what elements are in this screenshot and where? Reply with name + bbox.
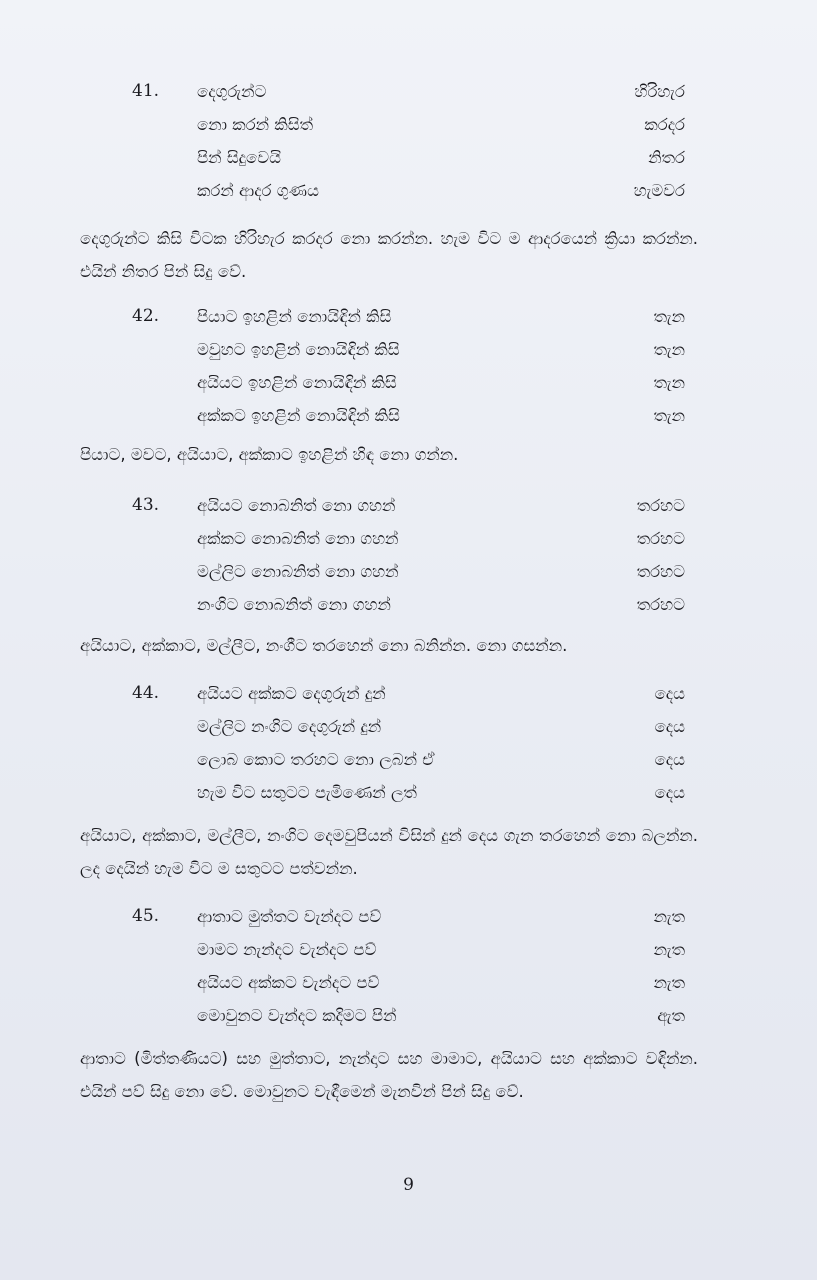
verse-line-text: කරන් ආදර ගුණය [197, 181, 319, 200]
verse-line [0, 555, 817, 588]
verse-line-ending: තැන [653, 307, 685, 326]
verse-line [0, 108, 817, 141]
verse-line-text: නංගිට නොබනිත් නො ගහන් [197, 595, 391, 614]
verse-line-text: හැම විට සතුටට පැමිණෙන් ලත් [197, 783, 417, 802]
verse-line-ending: තරහට [636, 529, 685, 548]
verse-line-ending: තරහට [636, 562, 685, 581]
verse-line-text: දෙගුරුන්ට [197, 82, 267, 101]
verse-number: 44. [132, 683, 160, 703]
verse-45-explanation: ආතාට (මිත්තණියට) සහ මුත්තාට, නැන්දාට සහ මාමාට, අයියාට සහ අක්කාට වඳින්න. එයින් පව් සිදු නො වේ. මොවුනට වැඳීමෙන් මැනවින් පින් සිදු වේ. [80, 1049, 698, 1101]
verse-number: 45. [132, 906, 160, 926]
verse-line-ending: නිතර [648, 148, 685, 167]
page-number: 9 [403, 1175, 414, 1195]
verse-41-explanation: දෙගුරුන්ට කිසි විටක හිරිහැර කරදර නො කරන්න. හැම විට ම ආදරයෙන් ක්‍රියා කරන්න. එයින් නිතර පින් සිදු වේ. [80, 229, 698, 281]
verse-line-text: අයියට අක්කට දෙගුරුන් දුන් [197, 684, 386, 703]
verse-line-ending: දෙය [654, 684, 685, 703]
verse-line-ending: නැත [653, 973, 685, 992]
verse-43-explanation: අයියාට, අක්කාට, මල්ලීට, නංගීට තරහෙන් නො බනින්න. නො ගසන්න. [80, 636, 568, 655]
verse-line-text: අක්කට නොබනිත් නො ගහන් [197, 529, 399, 548]
verse-line-ending: දෙය [654, 750, 685, 769]
verse-line-text: අක්කට ඉහළින් නොයිඳින් කිසි [197, 406, 400, 425]
verse-line [0, 743, 817, 776]
verse-line [0, 333, 817, 366]
verse-44 [0, 677, 817, 809]
verse-line [0, 776, 817, 809]
verse-line-text: පින් සිදුවෙයි [197, 148, 281, 167]
verse-line-ending: තරහට [636, 496, 685, 515]
verse-line [0, 300, 817, 333]
verse-line-ending: තැන [653, 340, 685, 359]
verse-line [0, 366, 817, 399]
verse-line-ending: හැමවර [633, 181, 685, 200]
verse-line [0, 999, 817, 1032]
verse-43 [0, 489, 817, 621]
verse-line [0, 489, 817, 522]
verse-line-ending: හිරිහැර [634, 82, 685, 101]
verse-line-text: පියාට ඉහළින් නොයිඳින් කිසි [197, 307, 392, 326]
verse-line-text: නො කරන් කිසිත් [197, 115, 313, 134]
verse-number: 42. [132, 306, 160, 326]
verse-42-explanation: පියාට, මවට, අයියාට, අක්කාට ඉහළින් හිඳ නො ගන්න. [80, 445, 459, 464]
verse-45 [0, 900, 817, 1032]
verse-line-ending: තැන [653, 373, 685, 392]
verse-line-text: මොවුනට වැන්දට කදිමට පින් [197, 1006, 397, 1025]
verse-line-ending: දෙය [654, 783, 685, 802]
verse-line-text: අයියට නොබනිත් නො ගහන් [197, 496, 396, 515]
verse-line [0, 75, 817, 108]
verse-line [0, 933, 817, 966]
verse-line [0, 900, 817, 933]
verse-line-text: මාමට නැන්දට වැන්දට පව් [197, 940, 377, 959]
verse-line-ending: කරදර [644, 115, 685, 134]
verse-line-ending: නැත [653, 907, 685, 926]
verse-line [0, 710, 817, 743]
verse-line [0, 966, 817, 999]
verse-line [0, 399, 817, 432]
verse-line-ending: තැන [653, 406, 685, 425]
verse-line [0, 174, 817, 207]
verse-line [0, 677, 817, 710]
verse-line-text: ආතාට මුත්තට වැන්දට පව් [197, 907, 382, 926]
verse-line [0, 522, 817, 555]
verse-line-text: මල්ලිට නංගිට දෙගුරුන් දුන් [197, 717, 382, 736]
verse-41 [0, 75, 817, 207]
verse-number: 43. [132, 495, 160, 515]
verse-line-ending: නැත [653, 940, 685, 959]
verse-42 [0, 300, 817, 432]
verse-line-ending: තරහට [636, 595, 685, 614]
verse-line-text: අයියට ඉහළින් නොයිඳින් කිසි [197, 373, 397, 392]
verse-line-text: මවුහට ඉහළින් නොයිඳින් කිසි [197, 340, 400, 359]
verse-line-text: මල්ලිට නොබනිත් නො ගහන් [197, 562, 399, 581]
verse-44-explanation: අයියාට, අක්කාට, මල්ලීට, නංගිට දෙමවුපියන් විසින් දුන් දෙය ගැන තරහෙන් නො බලන්න. ලද දෙයින් හැම විට ම සතුටට පත්වන්න. [80, 826, 698, 878]
verse-number: 41. [132, 81, 160, 101]
verse-line [0, 141, 817, 174]
verse-line [0, 588, 817, 621]
verse-line-ending: දෙය [654, 717, 685, 736]
verse-line-text: ලොබ කොට තරහට නො ලබන් ඒ [197, 750, 435, 769]
verse-line-text: අයියට අක්කට වැන්දට පව් [197, 973, 380, 992]
verse-line-ending: ඇත [657, 1006, 685, 1025]
